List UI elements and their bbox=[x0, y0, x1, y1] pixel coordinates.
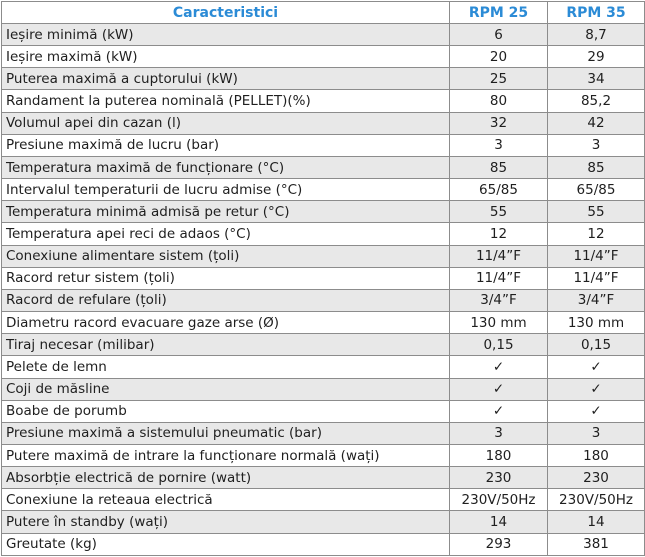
rpm25-value-cell: 12 bbox=[450, 223, 548, 245]
spec-label-cell: Ieșire minimă (kW) bbox=[2, 24, 450, 46]
rpm35-value-cell: 42 bbox=[548, 112, 645, 134]
table-row bbox=[2, 489, 645, 511]
rpm35-value-cell: 230V/50Hz bbox=[548, 489, 645, 511]
rpm25-value-cell: 25 bbox=[450, 68, 548, 90]
spec-label-cell: Tiraj necesar (milibar) bbox=[2, 334, 450, 356]
rpm35-value-cell: 55 bbox=[548, 201, 645, 223]
spec-label-cell: Intervalul temperaturii de lucru admise (°C) bbox=[2, 179, 450, 201]
spec-label-cell: Putere maximă de intrare la funcționare normală (wați) bbox=[2, 444, 450, 466]
spec-label-cell: Conexiune la reteaua electrică bbox=[2, 489, 450, 511]
spec-label-cell: Temperatura maximă de funcționare (°C) bbox=[2, 156, 450, 178]
spec-label-cell: Conexiune alimentare sistem (țoli) bbox=[2, 245, 450, 267]
rpm35-value-cell: ✓ bbox=[548, 356, 645, 378]
table-row bbox=[2, 467, 645, 489]
rpm25-value-cell: 55 bbox=[450, 201, 548, 223]
spec-label-cell: Racord de refulare (țoli) bbox=[2, 289, 450, 311]
spec-label-cell: Volumul apei din cazan (l) bbox=[2, 112, 450, 134]
header-rpm25: RPM 25 bbox=[450, 2, 548, 24]
rpm25-value-cell: 3 bbox=[450, 134, 548, 156]
rpm25-value-cell: 85 bbox=[450, 156, 548, 178]
rpm35-value-cell: 130 mm bbox=[548, 312, 645, 334]
spec-label-cell: Puterea maximă a cuptorului (kW) bbox=[2, 68, 450, 90]
rpm35-value-cell: 3 bbox=[548, 422, 645, 444]
rpm35-value-cell: 85,2 bbox=[548, 90, 645, 112]
rpm25-value-cell: 230 bbox=[450, 467, 548, 489]
spec-label-cell: Presiune maximă a sistemului pneumatic (bar) bbox=[2, 422, 450, 444]
table-row bbox=[2, 68, 645, 90]
table-row bbox=[2, 378, 645, 400]
table-row bbox=[2, 179, 645, 201]
spec-label-cell: Temperatura minimă admisă pe retur (°C) bbox=[2, 201, 450, 223]
table-row bbox=[2, 312, 645, 334]
table-row bbox=[2, 267, 645, 289]
rpm35-value-cell: 3/4”F bbox=[548, 289, 645, 311]
rpm25-value-cell: 20 bbox=[450, 46, 548, 68]
table-row bbox=[2, 334, 645, 356]
rpm25-value-cell: 11/4”F bbox=[450, 245, 548, 267]
spec-label-cell: Presiune maximă de lucru (bar) bbox=[2, 134, 450, 156]
table-row bbox=[2, 533, 645, 555]
table-row bbox=[2, 444, 645, 466]
table-row bbox=[2, 511, 645, 533]
spec-label-cell: Putere în standby (wați) bbox=[2, 511, 450, 533]
table-row bbox=[2, 422, 645, 444]
spec-label-cell: Ieșire maximă (kW) bbox=[2, 46, 450, 68]
rpm35-value-cell: 3 bbox=[548, 134, 645, 156]
table-row bbox=[2, 156, 645, 178]
rpm35-value-cell: 0,15 bbox=[548, 334, 645, 356]
rpm35-value-cell: ✓ bbox=[548, 378, 645, 400]
table-row bbox=[2, 289, 645, 311]
table-row bbox=[2, 46, 645, 68]
rpm35-value-cell: ✓ bbox=[548, 400, 645, 422]
rpm35-value-cell: 381 bbox=[548, 533, 645, 555]
spec-label-cell: Boabe de porumb bbox=[2, 400, 450, 422]
rpm25-value-cell: 6 bbox=[450, 24, 548, 46]
table-row bbox=[2, 90, 645, 112]
table-row bbox=[2, 356, 645, 378]
rpm35-value-cell: 29 bbox=[548, 46, 645, 68]
spec-label-cell: Racord retur sistem (țoli) bbox=[2, 267, 450, 289]
rpm25-value-cell: 65/85 bbox=[450, 179, 548, 201]
rpm35-value-cell: 34 bbox=[548, 68, 645, 90]
spec-label-cell: Randament la puterea nominală (PELLET)(%) bbox=[2, 90, 450, 112]
rpm25-value-cell: 180 bbox=[450, 444, 548, 466]
rpm25-value-cell: 32 bbox=[450, 112, 548, 134]
rpm25-value-cell: ✓ bbox=[450, 356, 548, 378]
rpm25-value-cell: 230V/50Hz bbox=[450, 489, 548, 511]
table-row bbox=[2, 245, 645, 267]
rpm25-value-cell: 11/4”F bbox=[450, 267, 548, 289]
table-row bbox=[2, 400, 645, 422]
rpm35-value-cell: 14 bbox=[548, 511, 645, 533]
table-row bbox=[2, 134, 645, 156]
rpm35-value-cell: 11/4”F bbox=[548, 245, 645, 267]
spec-label-cell: Diametru racord evacuare gaze arse (Ø) bbox=[2, 312, 450, 334]
header-row bbox=[2, 2, 645, 24]
table-body bbox=[2, 24, 645, 556]
rpm25-value-cell: 3 bbox=[450, 422, 548, 444]
spec-label-cell: Absorbție electrică de pornire (watt) bbox=[2, 467, 450, 489]
header-characteristics: Caracteristici bbox=[2, 2, 450, 24]
rpm25-value-cell: 80 bbox=[450, 90, 548, 112]
header-rpm35: RPM 35 bbox=[548, 2, 645, 24]
rpm35-value-cell: 12 bbox=[548, 223, 645, 245]
rpm25-value-cell: ✓ bbox=[450, 400, 548, 422]
table-row bbox=[2, 112, 645, 134]
spec-table bbox=[1, 1, 645, 556]
rpm25-value-cell: ✓ bbox=[450, 378, 548, 400]
spec-label-cell: Greutate (kg) bbox=[2, 533, 450, 555]
rpm35-value-cell: 8,7 bbox=[548, 24, 645, 46]
rpm25-value-cell: 130 mm bbox=[450, 312, 548, 334]
rpm35-value-cell: 85 bbox=[548, 156, 645, 178]
rpm25-value-cell: 293 bbox=[450, 533, 548, 555]
table-row bbox=[2, 24, 645, 46]
table-row bbox=[2, 223, 645, 245]
rpm35-value-cell: 11/4”F bbox=[548, 267, 645, 289]
table-row bbox=[2, 201, 645, 223]
rpm25-value-cell: 14 bbox=[450, 511, 548, 533]
spec-label-cell: Coji de măsline bbox=[2, 378, 450, 400]
rpm35-value-cell: 65/85 bbox=[548, 179, 645, 201]
spec-label-cell: Pelete de lemn bbox=[2, 356, 450, 378]
rpm25-value-cell: 3/4”F bbox=[450, 289, 548, 311]
rpm25-value-cell: 0,15 bbox=[450, 334, 548, 356]
spec-label-cell: Temperatura apei reci de adaos (°C) bbox=[2, 223, 450, 245]
rpm35-value-cell: 230 bbox=[548, 467, 645, 489]
rpm35-value-cell: 180 bbox=[548, 444, 645, 466]
